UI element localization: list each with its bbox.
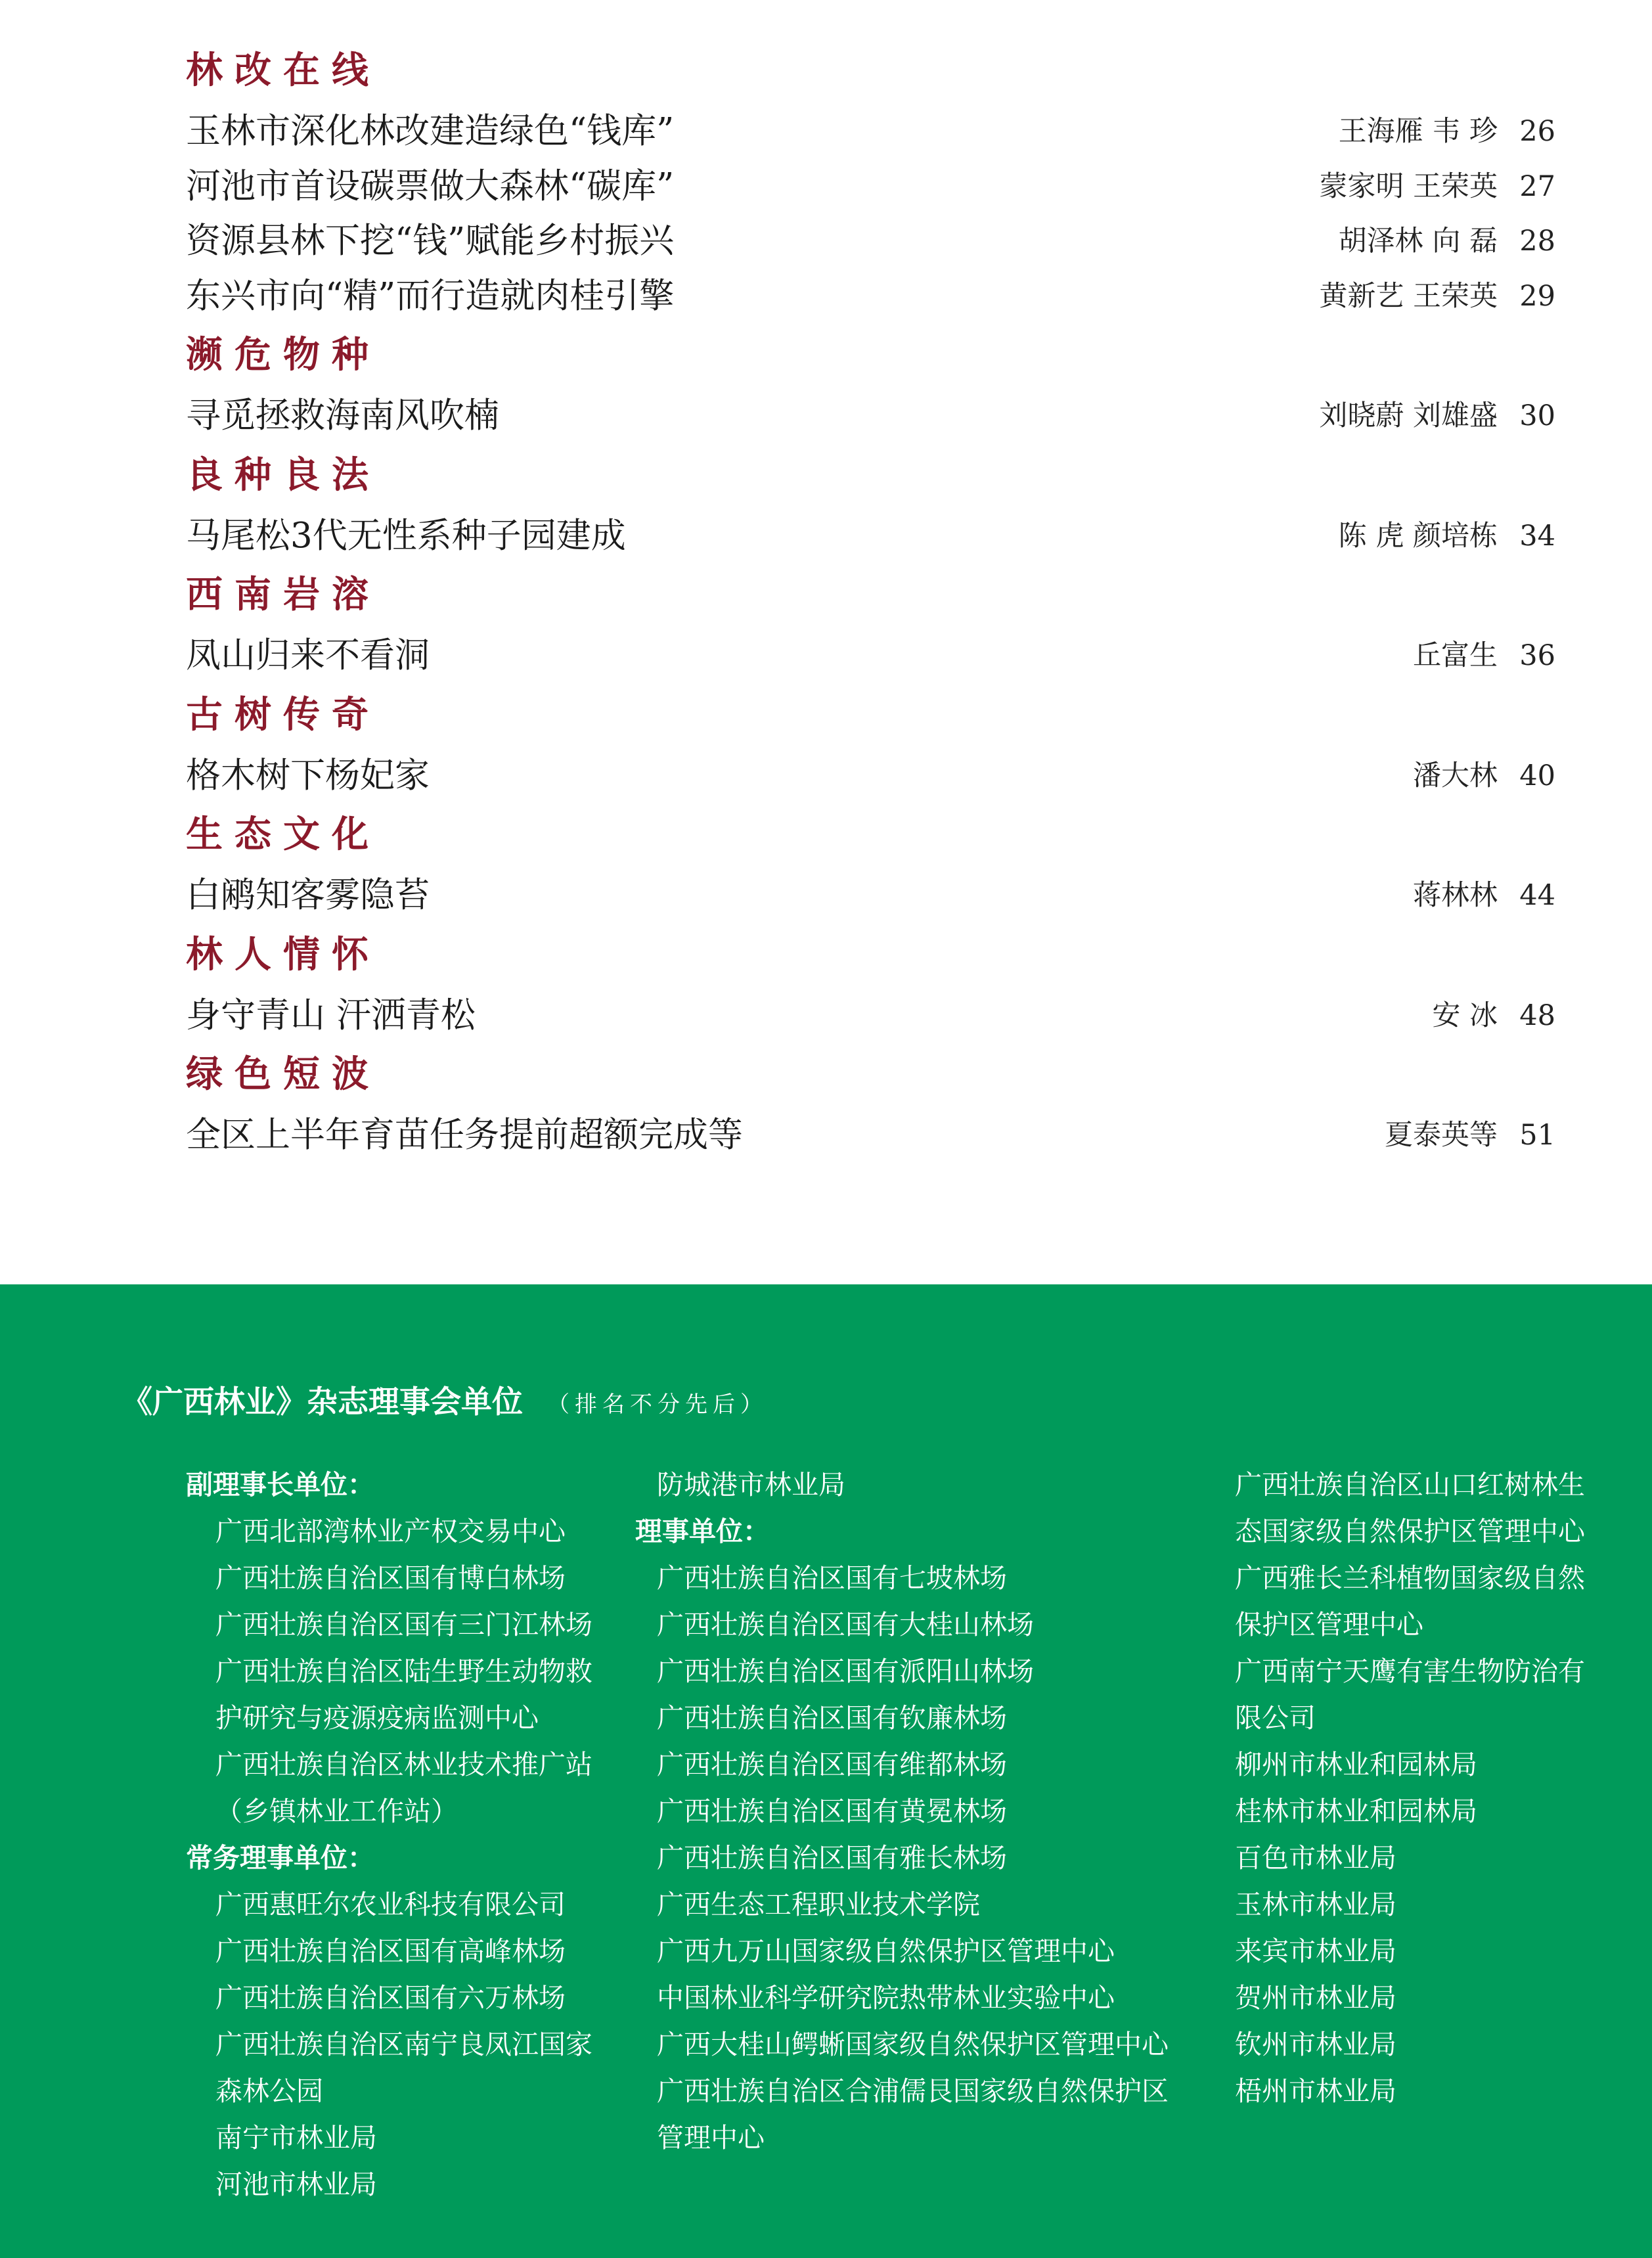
article-author: 胡泽林 向 磊 <box>1338 225 1498 258</box>
article-author: 黄新艺 王荣英 <box>1319 279 1498 313</box>
article-title: 白鹇知客雾隐苔 <box>186 875 430 915</box>
article-title: 资源县林下挖“钱”赋能乡村振兴 <box>186 221 675 261</box>
page-number: 29 <box>1519 279 1555 313</box>
page-number: 28 <box>1519 225 1555 258</box>
council-member: 南宁市林业局 <box>215 2122 377 2154</box>
article-title: 寻觅拯救海南风吹楠 <box>186 395 499 436</box>
council-member: 保护区管理中心 <box>1235 1609 1423 1640</box>
council-member: 中国林业科学研究院热带林业实验中心 <box>657 1982 1115 2014</box>
council-member: 广西大桂山鳄蜥国家级自然保护区管理中心 <box>657 2029 1169 2060</box>
council-column-1 <box>186 1462 592 2208</box>
council-member: 防城港市林业局 <box>657 1469 845 1501</box>
article-title: 河池市首设碳票做大森林“碳库” <box>186 166 675 206</box>
council-member: 广西壮族自治区国有三门江林场 <box>215 1609 592 1640</box>
article-author: 蒋林林 <box>1413 879 1498 912</box>
page-number: 27 <box>1519 169 1555 203</box>
page-number: 34 <box>1519 520 1555 553</box>
council-member: 广西壮族自治区国有派阳山林场 <box>657 1656 1034 1687</box>
council-member: 广西壮族自治区南宁良凤江国家 <box>215 2029 592 2060</box>
council-member: 广西南宁天鹰有害生物防治有 <box>1235 1656 1585 1687</box>
section-heading: 生态文化 <box>186 813 380 856</box>
toc-entry[interactable] <box>186 750 1555 802</box>
council-member: 广西壮族自治区国有维都林场 <box>657 1749 1007 1780</box>
article-title: 身守青山 汗洒青松 <box>186 995 476 1035</box>
toc-entry[interactable] <box>186 390 1555 442</box>
article-author: 王海雁 韦 珍 <box>1338 115 1498 148</box>
council-member: 广西壮族自治区国有六万林场 <box>215 1982 566 2014</box>
article-author: 安 冰 <box>1432 999 1498 1032</box>
article-author: 潘大林 <box>1413 759 1498 792</box>
council-member: （乡镇林业工作站） <box>215 1795 458 1827</box>
article-title: 东兴市向“精”而行造就肉桂引擎 <box>186 275 675 316</box>
council-title: 《广西林业》杂志理事会单位 <box>122 1384 523 1420</box>
toc-entry[interactable] <box>186 510 1555 562</box>
article-title: 全区上半年育苗任务提前超额完成等 <box>186 1115 743 1155</box>
page-number: 40 <box>1519 759 1555 792</box>
toc-entry[interactable] <box>186 869 1555 922</box>
page-number: 51 <box>1519 1119 1555 1152</box>
council-member: 限公司 <box>1235 1702 1316 1734</box>
council-column-2 <box>635 1462 1169 2161</box>
council-member: 钦州市林业局 <box>1235 2029 1396 2060</box>
article-title: 凤山归来不看洞 <box>186 635 430 675</box>
toc-entry[interactable] <box>186 629 1555 682</box>
council-member: 护研究与疫源疫病监测中心 <box>215 1702 539 1734</box>
council-column-3 <box>1235 1462 1585 2115</box>
article-title: 格木树下杨妃家 <box>186 756 430 796</box>
section-heading: 良种良法 <box>186 453 380 497</box>
council-category-heading: 副理事长单位： <box>186 1469 374 1501</box>
council-member: 梧州市林业局 <box>1235 2075 1396 2107</box>
council-member: 态国家级自然保护区管理中心 <box>1235 1516 1585 1547</box>
section-heading: 林人情怀 <box>186 933 380 976</box>
council-member: 广西壮族自治区合浦儒艮国家级自然保护区 <box>657 2075 1169 2107</box>
council-member: 管理中心 <box>657 2122 765 2154</box>
page-number: 44 <box>1519 879 1555 912</box>
council-member: 广西壮族自治区国有大桂山林场 <box>657 1609 1034 1640</box>
council-member: 广西九万山国家级自然保护区管理中心 <box>657 1935 1115 1967</box>
toc-entry[interactable] <box>186 215 1555 267</box>
council-member: 百色市林业局 <box>1235 1842 1396 1874</box>
council-member: 贺州市林业局 <box>1235 1982 1396 2014</box>
section-heading: 濒危物种 <box>186 333 380 376</box>
council-member: 广西壮族自治区国有雅长林场 <box>657 1842 1007 1874</box>
council-category-heading: 常务理事单位： <box>186 1842 374 1874</box>
article-author: 蒙家明 王荣英 <box>1319 169 1498 203</box>
section-heading: 西南岩溶 <box>186 573 380 616</box>
council-category-heading: 理事单位： <box>635 1516 770 1547</box>
article-author: 陈 虎 颜培栋 <box>1338 520 1498 553</box>
council-member: 广西壮族自治区山口红树林生 <box>1235 1469 1585 1501</box>
article-author: 夏泰英等 <box>1385 1119 1498 1152</box>
council-member: 广西生态工程职业技术学院 <box>657 1889 980 1920</box>
council-member: 河池市林业局 <box>215 2169 377 2200</box>
section-heading: 古树传奇 <box>186 693 380 736</box>
council-panel <box>0 1284 1652 2258</box>
page-number: 26 <box>1519 115 1555 148</box>
council-member: 广西壮族自治区陆生野生动物救 <box>215 1656 592 1687</box>
section-heading: 绿色短波 <box>186 1052 380 1096</box>
council-member: 广西壮族自治区国有黄冕林场 <box>657 1795 1007 1827</box>
council-member: 广西北部湾林业产权交易中心 <box>215 1516 566 1547</box>
council-member: 玉林市林业局 <box>1235 1889 1396 1920</box>
article-title: 马尾松3代无性系种子园建成 <box>186 516 626 556</box>
page-number: 30 <box>1519 399 1555 432</box>
toc-entry[interactable] <box>186 105 1555 158</box>
council-member: 来宾市林业局 <box>1235 1935 1396 1967</box>
toc-entry[interactable] <box>186 989 1555 1042</box>
council-member: 广西壮族自治区林业技术推广站 <box>215 1749 592 1780</box>
page-number: 36 <box>1519 639 1555 672</box>
council-member: 桂林市林业和园林局 <box>1235 1795 1477 1827</box>
council-member: 广西雅长兰科植物国家级自然 <box>1235 1562 1585 1594</box>
council-note: （排名不分先后） <box>547 1391 768 1418</box>
article-author: 丘富生 <box>1413 639 1498 672</box>
council-member: 柳州市林业和园林局 <box>1235 1749 1477 1780</box>
council-member: 广西惠旺尔农业科技有限公司 <box>215 1889 566 1920</box>
article-title: 玉林市深化林改建造绿色“钱库” <box>186 111 675 151</box>
council-member: 广西壮族自治区国有高峰林场 <box>215 1935 566 1967</box>
toc-entry[interactable] <box>186 1109 1555 1162</box>
toc-entry[interactable] <box>186 270 1555 323</box>
section-heading: 林改在线 <box>186 49 380 92</box>
toc-entry[interactable] <box>186 160 1555 213</box>
council-member: 广西壮族自治区国有七坡林场 <box>657 1562 1007 1594</box>
council-member: 广西壮族自治区国有博白林场 <box>215 1562 566 1594</box>
article-author: 刘晓蔚 刘雄盛 <box>1319 399 1498 432</box>
council-member: 森林公园 <box>215 2075 323 2107</box>
council-member: 广西壮族自治区国有钦廉林场 <box>657 1702 1007 1734</box>
page-number: 48 <box>1519 999 1555 1032</box>
